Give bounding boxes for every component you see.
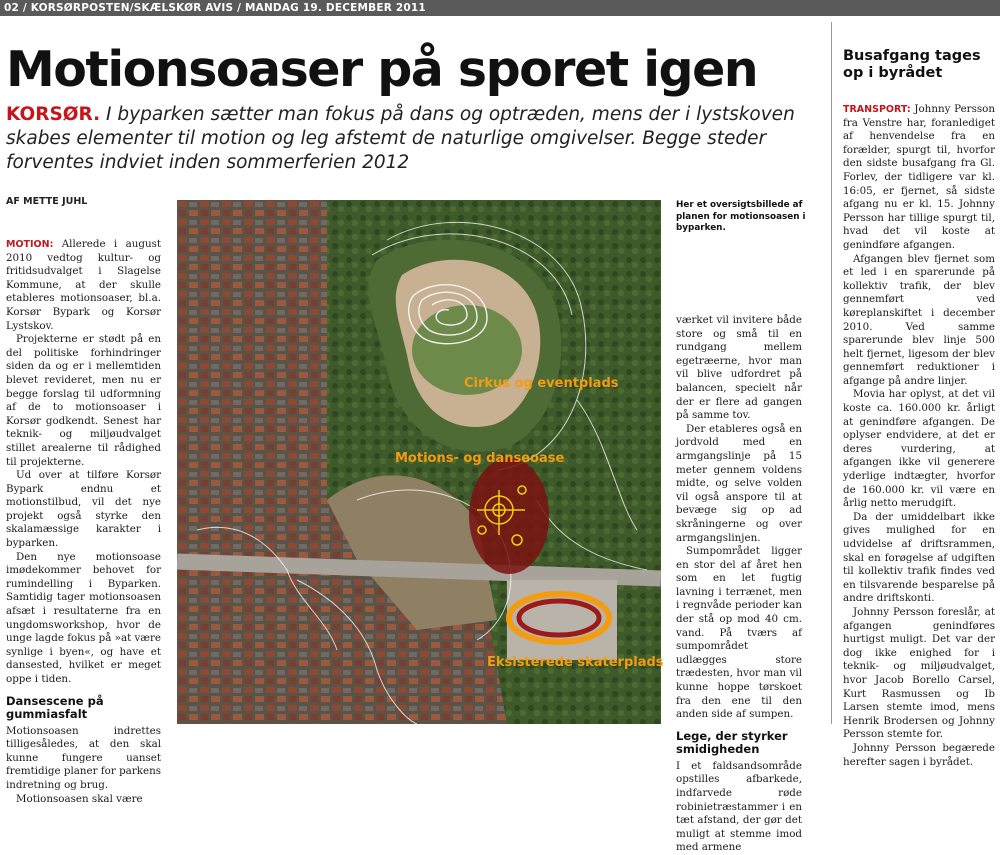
paragraph: Da der umiddelbart ikke gives mulighed for en udvidelse af driftsrammen, skal en forøgelse af udgiften til kollektiv trafik findes ved en tilsvarende besparelse på andre driftskonti. — [843, 510, 995, 605]
section-label: MOTION: — [6, 239, 54, 250]
paragraph: Motionsoasen skal være — [16, 792, 143, 805]
paragraph: Der etableres også en jordvold med en armgangslinje på 15 meter gennem voldens midte, og selve volden vil også anspore til at bevæge sig op ad skråningerne og over armgangslinjen. — [676, 422, 802, 544]
article-lead — [6, 103, 826, 175]
paragraph: Den nye motionsoase imødekommer behovet for rumindelling i Byparken. Samtidig tager motionsoasen afsæt i resultaterne fra en ungdomsworkshop, hvor de unge lagde fokus på »at være synlige i byen«, og have et dansested, hvilket er meget oppe i tiden. — [6, 550, 162, 685]
lead-kicker: KORSØR. — [6, 104, 101, 125]
paragraph: Motionsoasen indrettes tilligesåledes, at den skal kunne fungere uanset fremtidige planer for parkens indretning og brug. — [6, 724, 161, 791]
map-label-circus: Cirkus og eventplads — [464, 376, 619, 391]
subheading: Dansescene på gummiasfalt — [6, 693, 104, 722]
paragraph: Johnny Persson begærede herefter sagen i byrådet. — [843, 741, 995, 768]
paragraph — [843, 103, 995, 253]
paragraph: Johnny Persson foreslår, at afgangen genindføres hurtigst muligt. Det var der dog ikke enighed for i teknik- og miljøudvalget, hvor Jacob Borello Carsel, Kurt Rasmussen og Ib Larsen stemte imod, mens Henrik Brodersen og Johnny Persson stemte for. — [843, 605, 995, 741]
paragraph: Movia har oplyst, at det vil koste ca. 160.000 kr. årligt at genindføre afgangen. De oplyser endvidere, at det er deres vurdering, at afgangen ikke vil generere yderlige indtægter, hvorfor de 160.000 kr. vil være en årlig netto merudgift. — [843, 388, 995, 510]
paragraph: værket vil invitere både store og små til en rundgang mellem egetræerne, hvor man vil blive udfordret på balancen, specielt når der er flere ad gangen på samme tov. — [676, 314, 802, 422]
subheading: Lege, der styrker smidigheden — [676, 728, 788, 757]
map-label-motion-dance: Motions- og danseoase — [395, 451, 565, 466]
paragraph-text: Johnny Persson fra Venstre har, foranlediget af henvendelse fra en forælder, spurgt til, hvorfor den sidste busafgang fra Gl. Forlev, der tidligere var kl. 16:05, er fjernet, så sidste afgang nu er kl. 15. Johnny Persson har tillige spurgt til, hvad det vil koste at genindføre afgangen. — [843, 103, 995, 251]
paragraph: I et faldsandsområde opstilles afbarkede, indfarvede røde robinietræstammer i en tæt afstand, der gør det muligt at stemme imod med armene — [676, 759, 802, 854]
paragraph: Ud over at tilføre Korsør Bypark endnu et motionstilbud, vil det nye projekt også styrke den skalamæssige karakter i byparken. — [6, 469, 161, 550]
map-label-skate: Eksisterede skaterplads — [487, 655, 664, 670]
article-column-2 — [676, 314, 802, 854]
park-plan-map — [177, 200, 664, 724]
section-label: TRANSPORT: — [843, 104, 911, 115]
lead-text: I byparken sætter man fokus på dans og optræden, mens der i lystskoven skabes elementer til motion og leg afstemt de naturlige omgivelser. Begge steder forventes indviet inden sommerferien 2012 — [6, 104, 795, 173]
column-divider — [831, 22, 832, 724]
page-header-strip: 02 / KORSØRPOSTEN/SKÆLSKØR AVIS / MANDAG 19. DECEMBER 2011 — [0, 0, 1000, 16]
map-caption: Her et oversigtsbillede af planen for motionsoasen i byparken. — [676, 200, 806, 233]
paragraph-text: Allerede i august 2010 vedtog kultur- og fritidsudvalget i Slagelse Kommune, at der skulle etableres motionsoaser, bl.a. Korsør Bypark og Korsør Lystskov. — [6, 238, 161, 332]
paragraph: Sumpområdet ligger en stor del af året hen som en let fugtig lavning i terrænet, men i regnvåde perioder kan der stå op mod 40 cm. vand. På tværs af sumpområdet udlægges store trædesten, hvor man vil kunne hoppe tørskoet fra den ene til den anden side af sumpen. — [676, 545, 802, 721]
sidebar-headline: Busafgang tages op i byrådet — [843, 48, 981, 81]
paragraph: Afgangen blev fjernet som et led i en sparerunde på kollektiv trafik, der blev gennemført ved køreplanskiftet i december 2010. Ved samme sparerunde blev linje 500 helt fjernet, ligesom der blev gennemført reduktioner i afgange på andre linjer. — [843, 252, 995, 387]
article-headline: Motionsoaser på sporet igen — [6, 41, 758, 98]
paragraph: Projekterne er stødt på en del politiske forhindringer siden da og er i mellemtiden blevet revideret, men nu er begge forslag til udformning af de to motionsoaser i Korsør godkendt. Senest har teknik- og miljøudvalget stillet arealerne til rådighed til projekterne. — [6, 333, 161, 468]
paragraph — [6, 238, 161, 333]
article-column-1 — [6, 238, 162, 805]
byline: AF METTE JUHL — [6, 196, 88, 207]
sidebar-column — [843, 103, 995, 768]
